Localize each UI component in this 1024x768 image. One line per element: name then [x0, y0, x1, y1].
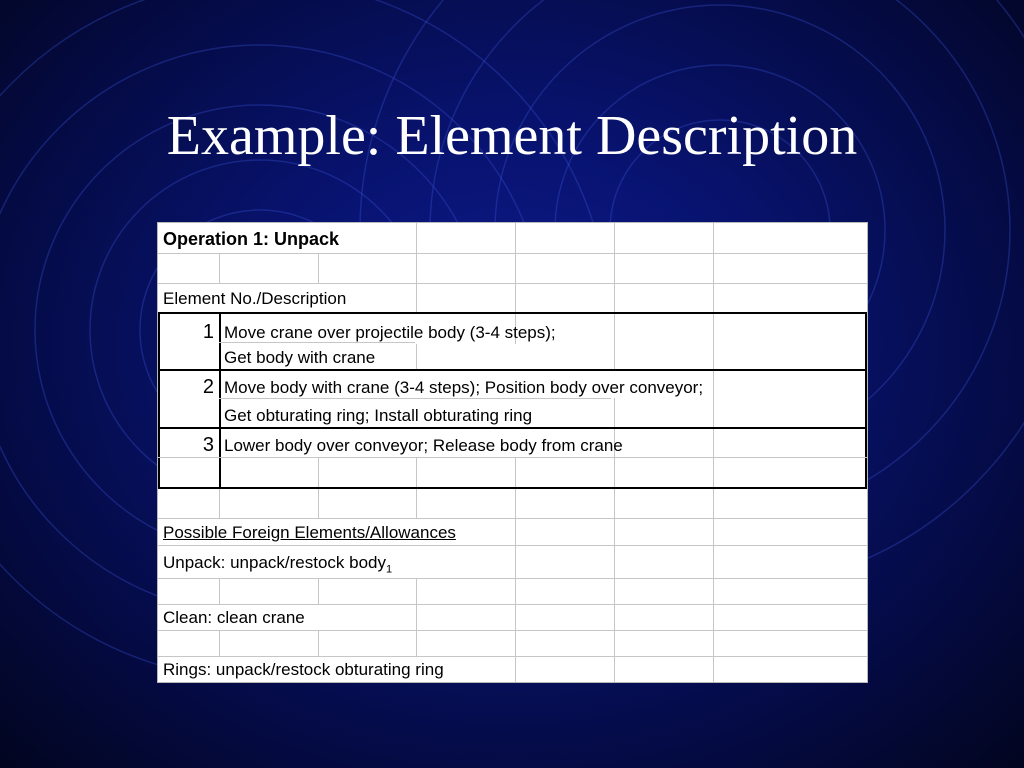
slide-title: Example: Element Description [166, 105, 858, 167]
foreign-elements-header: Possible Foreign Elements/Allowances [163, 523, 456, 542]
foreign-item-rings: Rings: unpack/restock obturating ring [163, 660, 444, 679]
foreign-item-unpack [163, 553, 392, 579]
element-number-2: 2 [202, 376, 214, 398]
operation-header: Operation 1: Unpack [163, 229, 340, 249]
spreadsheet-table [157, 222, 868, 683]
foreign-item-unpack-text: Unpack: unpack/restock body [163, 553, 387, 572]
element-2-line-1: Move body with crane (3-4 steps); Position body over conveyor; [224, 378, 704, 397]
element-header: Element No./Description [163, 289, 347, 308]
element-2-line-2: Get obturating ring; Install obturating ring [224, 406, 533, 425]
element-3-line-1: Lower body over conveyor; Release body from crane [224, 436, 623, 455]
element-number-1: 1 [202, 321, 214, 343]
foreign-item-clean: Clean: clean crane [163, 608, 305, 627]
element-number-3: 3 [202, 434, 214, 456]
element-1-line-2: Get body with crane [224, 348, 376, 367]
element-1-line-1: Move crane over projectile body (3-4 steps); [224, 323, 556, 342]
foreign-item-unpack-subscript: 1 [386, 563, 393, 576]
